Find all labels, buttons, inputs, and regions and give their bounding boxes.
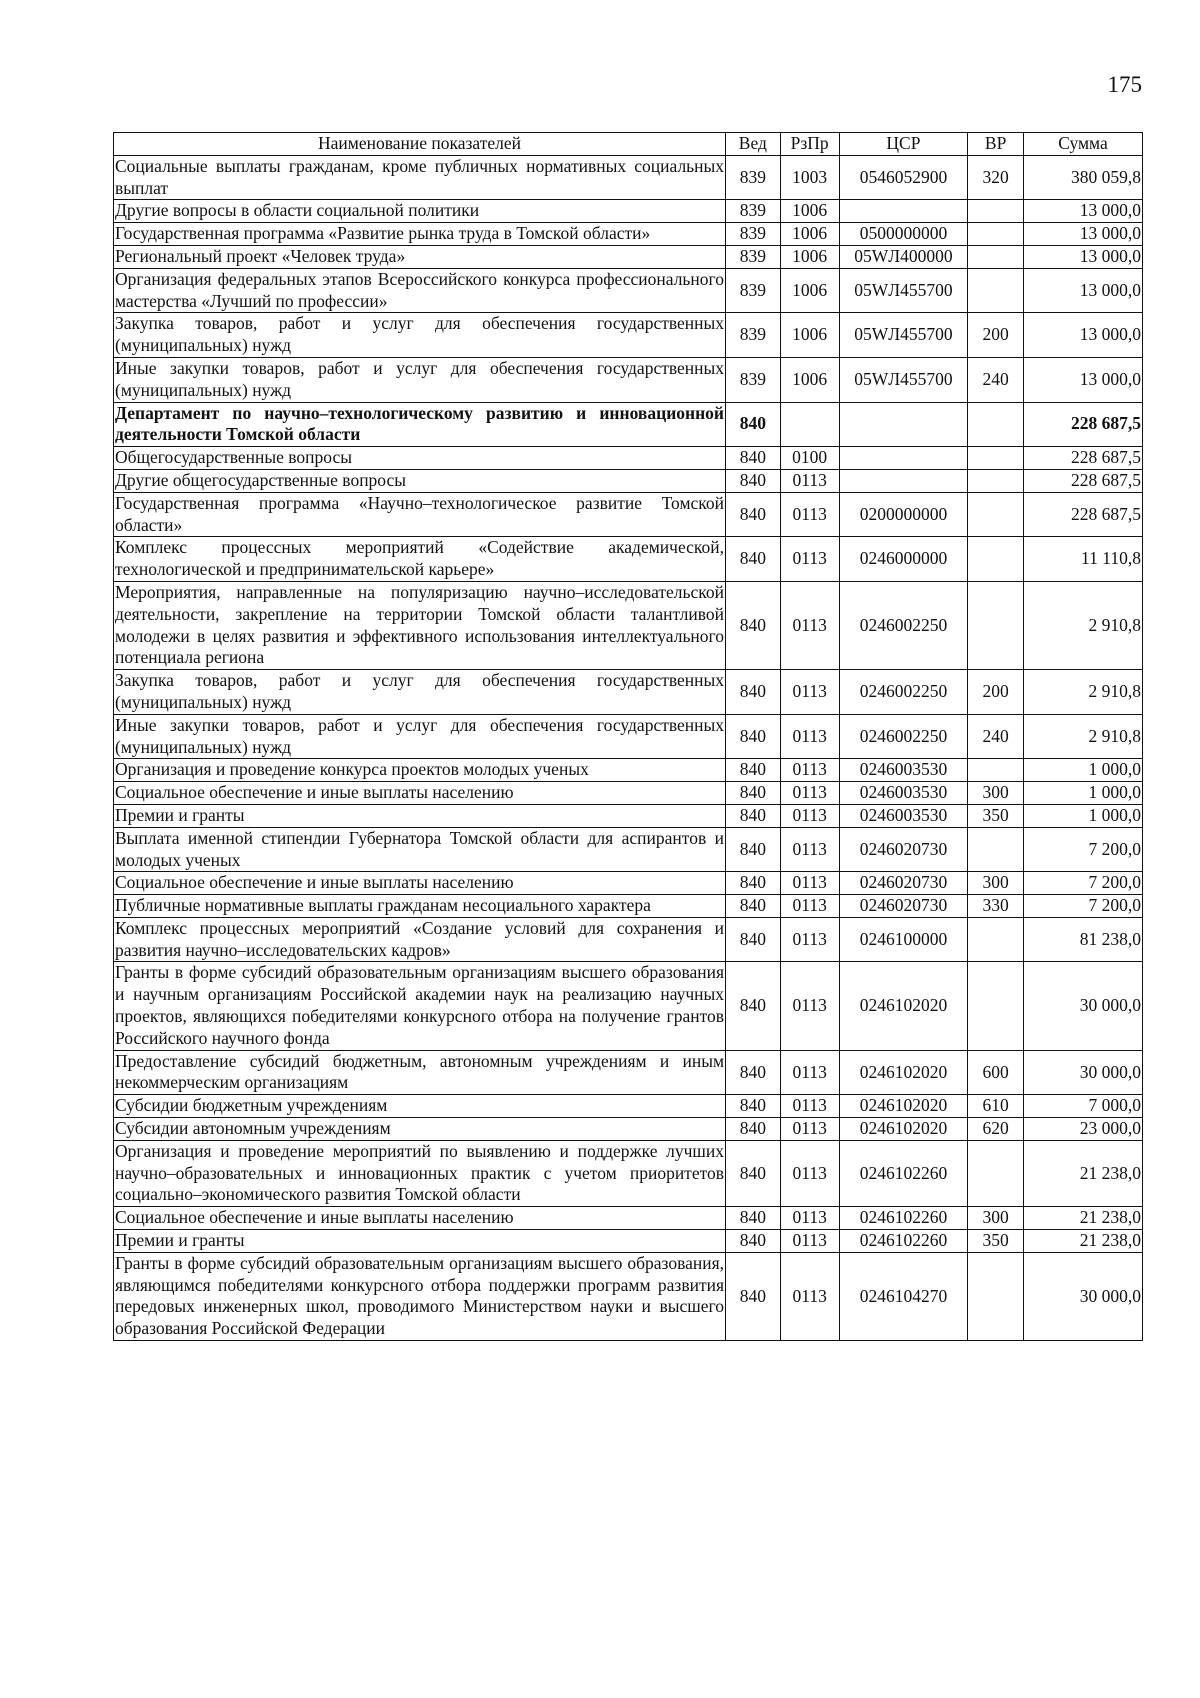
cell-vr — [968, 447, 1024, 470]
cell-csr: 0246102260 — [839, 1207, 968, 1230]
cell-vr — [968, 200, 1024, 223]
cell-csr: 0500000000 — [839, 223, 968, 246]
cell-name: Департамент по научно–технологическому развитию и инновационной деятельности Томской области — [114, 402, 726, 447]
cell-name: Общегосударственные вопросы — [114, 447, 726, 470]
cell-rzpr: 0113 — [780, 1252, 839, 1340]
cell-rzpr: 1006 — [780, 200, 839, 223]
table-row — [114, 1207, 1143, 1230]
table-row — [114, 895, 1143, 918]
cell-rzpr: 1006 — [780, 223, 839, 246]
cell-vr: 300 — [968, 782, 1024, 805]
cell-sum: 228 687,5 — [1024, 492, 1143, 537]
cell-rzpr: 0113 — [780, 1095, 839, 1118]
cell-csr: 0246002250 — [839, 670, 968, 715]
cell-name: Иные закупки товаров, работ и услуг для обеспечения государственных (муниципальных) нужд — [114, 714, 726, 759]
cell-name: Предоставление субсидий бюджетным, автономным учреждениям и иным некоммерческим организациям — [114, 1050, 726, 1095]
table-row — [114, 1230, 1143, 1253]
header-vr: ВР — [968, 133, 1024, 156]
cell-rzpr: 0113 — [780, 714, 839, 759]
cell-name: Публичные нормативные выплаты гражданам несоциального характера — [114, 895, 726, 918]
cell-csr: 0246020730 — [839, 827, 968, 872]
cell-sum: 2 910,8 — [1024, 714, 1143, 759]
table-row — [114, 1050, 1143, 1095]
cell-sum: 1 000,0 — [1024, 782, 1143, 805]
table-row — [114, 827, 1143, 872]
cell-name: Государственная программа «Развитие рынка труда в Томской области» — [114, 223, 726, 246]
cell-csr: 0200000000 — [839, 492, 968, 537]
cell-rzpr: 1006 — [780, 268, 839, 313]
cell-sum: 7 200,0 — [1024, 872, 1143, 895]
cell-vr — [968, 962, 1024, 1050]
cell-vr — [968, 581, 1024, 669]
cell-name: Закупка товаров, работ и услуг для обеспечения государственных (муниципальных) нужд — [114, 670, 726, 715]
cell-ved: 840 — [726, 759, 781, 782]
cell-vr: 600 — [968, 1050, 1024, 1095]
cell-csr: 0246000000 — [839, 537, 968, 582]
cell-ved: 840 — [726, 402, 781, 447]
cell-vr: 610 — [968, 1095, 1024, 1118]
cell-name: Другие вопросы в области социальной политики — [114, 200, 726, 223]
table-row — [114, 155, 1143, 200]
cell-ved: 840 — [726, 537, 781, 582]
cell-vr — [968, 1140, 1024, 1206]
cell-name: Организация федеральных этапов Всероссийского конкурса профессионального мастерства «Лучший по профессии» — [114, 268, 726, 313]
cell-ved: 840 — [726, 895, 781, 918]
cell-name: Гранты в форме субсидий образовательным организациям высшего образования, являющимся победителями конкурсного отбора поддержки программ развития передовых инженерных школ, проводимого Министерством науки и высшего образования Российской Федерации — [114, 1252, 726, 1340]
cell-sum: 7 000,0 — [1024, 1095, 1143, 1118]
cell-csr — [839, 469, 968, 492]
cell-csr: 0246102020 — [839, 1050, 968, 1095]
cell-sum: 13 000,0 — [1024, 200, 1143, 223]
cell-ved: 840 — [726, 1207, 781, 1230]
cell-sum: 21 238,0 — [1024, 1140, 1143, 1206]
cell-name: Премии и гранты — [114, 1230, 726, 1253]
table-row — [114, 402, 1143, 447]
cell-csr: 0246003530 — [839, 759, 968, 782]
cell-csr: 05WЛ455700 — [839, 268, 968, 313]
cell-ved: 839 — [726, 357, 781, 402]
cell-csr: 0246003530 — [839, 804, 968, 827]
cell-vr — [968, 245, 1024, 268]
cell-rzpr: 0113 — [780, 872, 839, 895]
cell-sum: 1 000,0 — [1024, 759, 1143, 782]
cell-csr: 0246102020 — [839, 1118, 968, 1141]
cell-rzpr: 0113 — [780, 1140, 839, 1206]
cell-sum: 13 000,0 — [1024, 357, 1143, 402]
cell-csr — [839, 447, 968, 470]
table-row — [114, 917, 1143, 962]
cell-rzpr: 0113 — [780, 670, 839, 715]
cell-sum: 228 687,5 — [1024, 402, 1143, 447]
cell-ved: 839 — [726, 268, 781, 313]
cell-ved: 839 — [726, 313, 781, 358]
table-row — [114, 782, 1143, 805]
cell-sum: 13 000,0 — [1024, 223, 1143, 246]
cell-vr — [968, 469, 1024, 492]
cell-ved: 840 — [726, 581, 781, 669]
cell-ved: 840 — [726, 714, 781, 759]
cell-ved: 839 — [726, 223, 781, 246]
cell-csr — [839, 402, 968, 447]
cell-vr: 200 — [968, 670, 1024, 715]
table-row — [114, 223, 1143, 246]
cell-rzpr: 0113 — [780, 1118, 839, 1141]
cell-vr: 350 — [968, 804, 1024, 827]
header-csr: ЦСР — [839, 133, 968, 156]
cell-ved: 839 — [726, 245, 781, 268]
cell-name: Выплата именной стипендии Губернатора Томской области для аспирантов и молодых ученых — [114, 827, 726, 872]
cell-rzpr: 0113 — [780, 1230, 839, 1253]
cell-sum: 380 059,8 — [1024, 155, 1143, 200]
cell-vr: 330 — [968, 895, 1024, 918]
cell-rzpr: 0113 — [780, 895, 839, 918]
cell-ved: 840 — [726, 1118, 781, 1141]
cell-sum: 228 687,5 — [1024, 469, 1143, 492]
cell-csr: 0246020730 — [839, 872, 968, 895]
cell-csr: 05WЛ455700 — [839, 357, 968, 402]
cell-vr: 240 — [968, 357, 1024, 402]
table-row — [114, 1252, 1143, 1340]
cell-rzpr: 0113 — [780, 782, 839, 805]
table-row — [114, 714, 1143, 759]
cell-sum: 13 000,0 — [1024, 268, 1143, 313]
cell-sum: 228 687,5 — [1024, 447, 1143, 470]
cell-ved: 840 — [726, 1252, 781, 1340]
cell-name: Государственная программа «Научно–технологическое развитие Томской области» — [114, 492, 726, 537]
table-row — [114, 447, 1143, 470]
table-row — [114, 962, 1143, 1050]
cell-ved: 840 — [726, 469, 781, 492]
cell-ved: 840 — [726, 1050, 781, 1095]
cell-csr: 0246100000 — [839, 917, 968, 962]
cell-csr: 0246102260 — [839, 1230, 968, 1253]
cell-name: Комплекс процессных мероприятий «Создание условий для сохранения и развития научно–исследовательских кадров» — [114, 917, 726, 962]
cell-rzpr: 0113 — [780, 962, 839, 1050]
cell-name: Социальные выплаты гражданам, кроме публичных нормативных социальных выплат — [114, 155, 726, 200]
cell-vr — [968, 402, 1024, 447]
cell-vr — [968, 223, 1024, 246]
cell-rzpr: 1006 — [780, 357, 839, 402]
cell-ved: 840 — [726, 1140, 781, 1206]
cell-ved: 840 — [726, 962, 781, 1050]
cell-sum: 2 910,8 — [1024, 670, 1143, 715]
cell-sum: 13 000,0 — [1024, 313, 1143, 358]
cell-sum: 7 200,0 — [1024, 827, 1143, 872]
cell-vr: 300 — [968, 1207, 1024, 1230]
cell-name: Премии и гранты — [114, 804, 726, 827]
cell-name: Социальное обеспечение и иные выплаты населению — [114, 782, 726, 805]
table-row — [114, 1140, 1143, 1206]
cell-vr: 320 — [968, 155, 1024, 200]
cell-name: Организация и проведение конкурса проектов молодых ученых — [114, 759, 726, 782]
cell-rzpr: 0113 — [780, 469, 839, 492]
cell-vr: 300 — [968, 872, 1024, 895]
cell-ved: 839 — [726, 155, 781, 200]
header-name: Наименование показателей — [114, 133, 726, 156]
cell-name: Другие общегосударственные вопросы — [114, 469, 726, 492]
table-row — [114, 537, 1143, 582]
cell-ved: 840 — [726, 1095, 781, 1118]
cell-ved: 840 — [726, 872, 781, 895]
cell-csr: 0246003530 — [839, 782, 968, 805]
table-header-row — [114, 133, 1143, 156]
cell-vr: 200 — [968, 313, 1024, 358]
cell-name: Организация и проведение мероприятий по выявлению и поддержке лучших научно–образовательных и инновационных практик с учетом приоритетов социально–экономического развития Томской области — [114, 1140, 726, 1206]
cell-ved: 840 — [726, 447, 781, 470]
cell-sum: 21 238,0 — [1024, 1207, 1143, 1230]
page-number: 175 — [1107, 72, 1142, 97]
cell-vr: 240 — [968, 714, 1024, 759]
table-row — [114, 804, 1143, 827]
cell-csr: 0246002250 — [839, 581, 968, 669]
cell-vr — [968, 1252, 1024, 1340]
header-sum: Сумма — [1024, 133, 1143, 156]
cell-rzpr: 0113 — [780, 917, 839, 962]
cell-sum: 21 238,0 — [1024, 1230, 1143, 1253]
cell-csr: 0246102020 — [839, 962, 968, 1050]
cell-vr — [968, 492, 1024, 537]
cell-ved: 840 — [726, 827, 781, 872]
cell-rzpr: 0113 — [780, 1207, 839, 1230]
cell-rzpr: 0113 — [780, 537, 839, 582]
cell-sum: 30 000,0 — [1024, 1050, 1143, 1095]
cell-rzpr: 0113 — [780, 1050, 839, 1095]
header-ved: Вед — [726, 133, 781, 156]
cell-sum: 1 000,0 — [1024, 804, 1143, 827]
cell-name: Закупка товаров, работ и услуг для обеспечения государственных (муниципальных) нужд — [114, 313, 726, 358]
cell-rzpr: 0113 — [780, 804, 839, 827]
cell-csr: 05WЛ455700 — [839, 313, 968, 358]
cell-vr — [968, 537, 1024, 582]
table-row — [114, 759, 1143, 782]
cell-vr — [968, 759, 1024, 782]
cell-sum: 13 000,0 — [1024, 245, 1143, 268]
cell-csr: 05WЛ400000 — [839, 245, 968, 268]
cell-name: Субсидии бюджетным учреждениям — [114, 1095, 726, 1118]
cell-name: Социальное обеспечение и иные выплаты населению — [114, 1207, 726, 1230]
cell-rzpr: 1006 — [780, 245, 839, 268]
cell-csr: 0246102020 — [839, 1095, 968, 1118]
cell-name: Иные закупки товаров, работ и услуг для обеспечения государственных (муниципальных) нужд — [114, 357, 726, 402]
budget-table — [113, 132, 1143, 1341]
cell-rzpr: 0113 — [780, 759, 839, 782]
cell-csr: 0246102260 — [839, 1140, 968, 1206]
cell-ved: 840 — [726, 782, 781, 805]
cell-sum: 7 200,0 — [1024, 895, 1143, 918]
table-body — [114, 155, 1143, 1340]
cell-ved: 840 — [726, 1230, 781, 1253]
cell-rzpr: 1003 — [780, 155, 839, 200]
cell-ved: 840 — [726, 492, 781, 537]
cell-name: Комплекс процессных мероприятий «Содействие академической, технологической и предпринимательской карьере» — [114, 537, 726, 582]
cell-vr — [968, 268, 1024, 313]
header-rzpr: РзПр — [780, 133, 839, 156]
cell-sum: 2 910,8 — [1024, 581, 1143, 669]
cell-vr — [968, 827, 1024, 872]
cell-ved: 840 — [726, 804, 781, 827]
cell-rzpr: 0100 — [780, 447, 839, 470]
cell-name: Социальное обеспечение и иные выплаты населению — [114, 872, 726, 895]
table-row — [114, 492, 1143, 537]
cell-sum: 30 000,0 — [1024, 962, 1143, 1050]
cell-ved: 839 — [726, 200, 781, 223]
cell-vr: 350 — [968, 1230, 1024, 1253]
cell-name: Субсидии автономным учреждениям — [114, 1118, 726, 1141]
table-row — [114, 872, 1143, 895]
cell-csr — [839, 200, 968, 223]
cell-csr: 0246104270 — [839, 1252, 968, 1340]
cell-name: Гранты в форме субсидий образовательным организациям высшего образования и научным организациям Российской академии наук на реализацию научных проектов, являющихся победителями конкурсного отбора на получение грантов Российского научного фонда — [114, 962, 726, 1050]
cell-csr: 0246020730 — [839, 895, 968, 918]
table-row — [114, 1095, 1143, 1118]
cell-rzpr: 0113 — [780, 492, 839, 537]
cell-ved: 840 — [726, 917, 781, 962]
table-row — [114, 245, 1143, 268]
cell-rzpr: 0113 — [780, 581, 839, 669]
table-row — [114, 357, 1143, 402]
cell-sum: 23 000,0 — [1024, 1118, 1143, 1141]
table-row — [114, 268, 1143, 313]
cell-csr: 0246002250 — [839, 714, 968, 759]
cell-name: Региональный проект «Человек труда» — [114, 245, 726, 268]
cell-rzpr: 0113 — [780, 827, 839, 872]
table-row — [114, 469, 1143, 492]
cell-csr: 0546052900 — [839, 155, 968, 200]
table-row — [114, 581, 1143, 669]
cell-name: Мероприятия, направленные на популяризацию научно–исследовательской деятельности, закрепление на территории Томской области талантливой молодежи в целях развития и эффективного использования интеллектуального потенциала региона — [114, 581, 726, 669]
cell-ved: 840 — [726, 670, 781, 715]
table-row — [114, 670, 1143, 715]
cell-rzpr: 1006 — [780, 313, 839, 358]
table-row — [114, 313, 1143, 358]
table-row — [114, 1118, 1143, 1141]
cell-vr — [968, 917, 1024, 962]
cell-vr: 620 — [968, 1118, 1024, 1141]
cell-sum: 30 000,0 — [1024, 1252, 1143, 1340]
table-row — [114, 200, 1143, 223]
cell-sum: 81 238,0 — [1024, 917, 1143, 962]
cell-rzpr — [780, 402, 839, 447]
cell-sum: 11 110,8 — [1024, 537, 1143, 582]
